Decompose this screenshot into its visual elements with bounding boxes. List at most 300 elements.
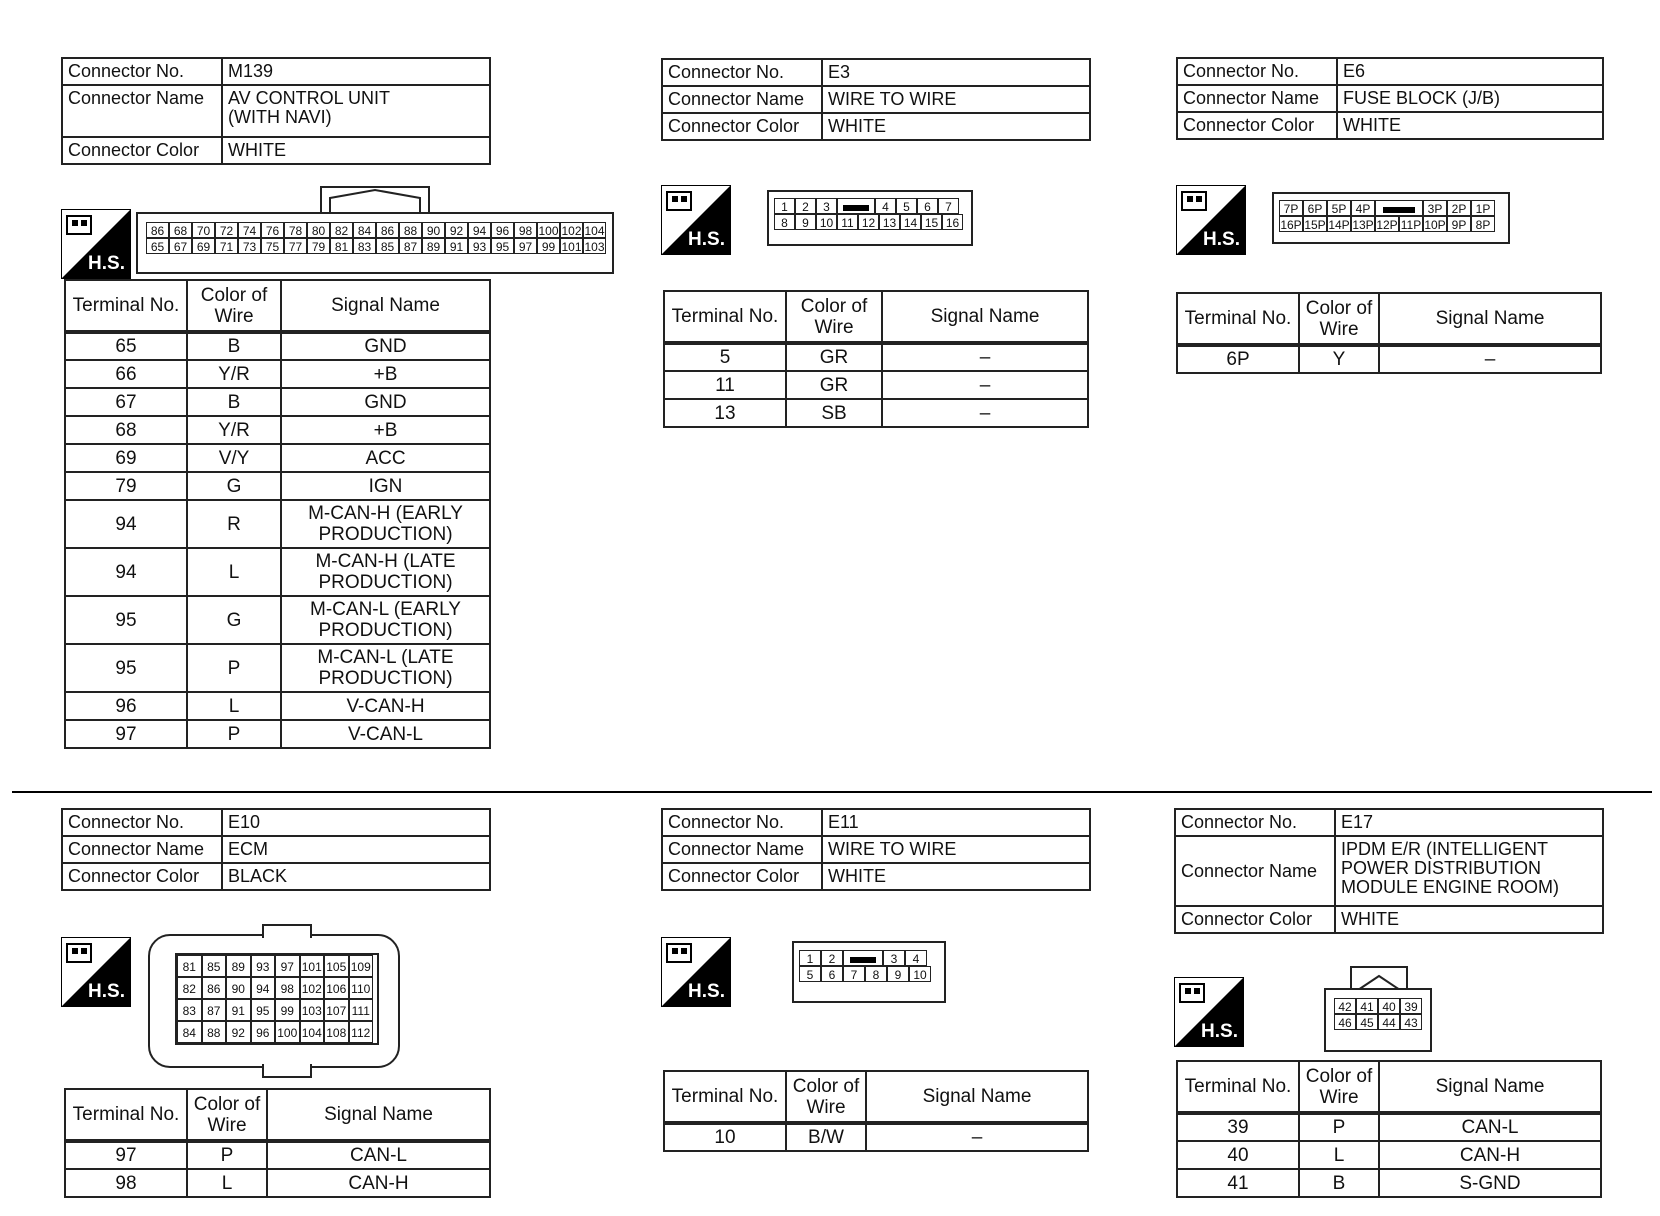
connector-name-label: Connector Name: [62, 85, 222, 137]
hs-label: H.S.: [88, 981, 125, 1002]
signal-name-cell: V-CAN-L: [281, 720, 490, 748]
color-of-wire-header: Color of Wire: [187, 1089, 267, 1141]
connector-name-value: IPDM E/R (INTELLIGENT POWER DISTRIBUTION MODULE ENGINE ROOM): [1335, 836, 1603, 906]
harness-side-icon: [1176, 185, 1246, 255]
connector-pin: 105: [324, 955, 349, 977]
connector-no-label: Connector No.: [662, 809, 822, 836]
connector-pin: 81: [330, 238, 353, 254]
connector-pin: 79: [307, 238, 330, 254]
connector-pin: 83: [177, 999, 202, 1021]
connector-color-label: Connector Color: [1175, 906, 1335, 933]
connector-pin: 7: [843, 966, 865, 982]
wire-color-cell: P: [1299, 1113, 1379, 1141]
connector-pin: 107: [324, 999, 349, 1021]
connector-pin: 16P: [1280, 218, 1302, 232]
hs-label: H.S.: [1201, 1021, 1238, 1042]
terminal-no-header: Terminal No.: [664, 1071, 786, 1123]
hs-label: H.S.: [1203, 229, 1240, 250]
connector-pin: 70: [192, 222, 215, 238]
wire-color-cell: B: [1299, 1169, 1379, 1197]
connector-name-label: Connector Name: [662, 836, 822, 863]
table-row: [65, 500, 490, 548]
connector-pin: 86: [202, 977, 227, 999]
e3-connector-info: [661, 58, 1091, 141]
signal-name-cell: S-GND: [1379, 1169, 1601, 1197]
connector-pin: 96: [491, 222, 514, 238]
connector-color-label: Connector Color: [62, 863, 222, 890]
connector-pin: 93: [468, 238, 491, 254]
signal-name-cell: M-CAN-L (LATE PRODUCTION): [281, 644, 490, 692]
wire-color-cell: Y/R: [187, 416, 281, 444]
signal-name-cell: CAN-L: [1379, 1113, 1601, 1141]
connector-pin: 13P: [1352, 218, 1374, 232]
connector-pin: 88: [202, 1021, 227, 1043]
harness-side-icon: [1174, 977, 1244, 1047]
connector-pin: 89: [226, 955, 251, 977]
connector-pin: 92: [226, 1021, 251, 1043]
table-row: [65, 416, 490, 444]
connector-pin: 5: [799, 966, 821, 982]
table-row: [1177, 345, 1601, 373]
connector-pin: 39: [1400, 998, 1422, 1014]
connector-pin: 72: [215, 222, 238, 238]
connector-pin: 90: [422, 222, 445, 238]
table-row: [664, 1123, 1088, 1151]
connector-pin: 78: [284, 222, 307, 238]
harness-side-icon: [661, 937, 731, 1007]
table-row: [65, 1169, 490, 1197]
e11-terminal-table: [663, 1070, 1089, 1152]
terminal-cell: 6P: [1177, 345, 1299, 373]
signal-name-cell: CAN-L: [267, 1141, 490, 1169]
connector-pin: 88: [399, 222, 422, 238]
wire-color-cell: L: [187, 1169, 267, 1197]
connector-pin: 95: [251, 999, 276, 1021]
connector-pin: 96: [251, 1021, 276, 1043]
connector-pin: 40: [1378, 998, 1400, 1014]
connector-pin: 82: [177, 977, 202, 999]
terminal-no-header: Terminal No.: [1177, 293, 1299, 345]
connector-no-value: E11: [822, 809, 1090, 836]
connector-name-value: FUSE BLOCK (J/B): [1337, 85, 1603, 112]
terminal-cell: 5: [664, 343, 786, 371]
connector-pin: 85: [202, 955, 227, 977]
connector-pin: 65: [146, 238, 169, 254]
signal-name-cell: CAN-H: [1379, 1141, 1601, 1169]
connector-pin: 73: [238, 238, 261, 254]
connector-color-label: Connector Color: [662, 863, 822, 890]
connector-pin: 4: [875, 198, 896, 214]
terminal-cell: 41: [1177, 1169, 1299, 1197]
wire-color-cell: Y/R: [187, 360, 281, 388]
signal-name-header: Signal Name: [267, 1089, 490, 1141]
connector-no-label: Connector No.: [62, 809, 222, 836]
terminal-no-header: Terminal No.: [65, 1089, 187, 1141]
connector-pin: 46: [1334, 1014, 1356, 1030]
connector-pin: 2: [795, 198, 816, 214]
terminal-cell: 39: [1177, 1113, 1299, 1141]
connector-no-value: E3: [822, 59, 1090, 86]
connector-no-value: E10: [222, 809, 490, 836]
connector-color-label: Connector Color: [62, 137, 222, 164]
connector-no-label: Connector No.: [662, 59, 822, 86]
connector-pin: 9P: [1447, 216, 1471, 232]
connector-name-value: WIRE TO WIRE: [822, 86, 1090, 113]
terminal-cell: 79: [65, 472, 187, 500]
terminal-cell: 40: [1177, 1141, 1299, 1169]
connector-pin: 85: [376, 238, 399, 254]
connector-pin: 3P: [1423, 200, 1447, 216]
e17-terminal-table: [1176, 1060, 1602, 1198]
color-of-wire-header: Color of Wire: [187, 280, 281, 332]
connector-color-label: Connector Color: [662, 113, 822, 140]
connector-pin: 111: [349, 999, 374, 1021]
connector-pin: 98: [514, 222, 537, 238]
connector-pin: 84: [353, 222, 376, 238]
connector-pin: 8: [865, 966, 887, 982]
e11-connector-info: [661, 808, 1091, 891]
wire-color-cell: G: [187, 596, 281, 644]
connector-pin: 89: [422, 238, 445, 254]
wire-color-cell: GR: [786, 371, 882, 399]
connector-pin: 102: [561, 224, 582, 238]
table-row: [65, 596, 490, 644]
connector-name-label: Connector Name: [1175, 836, 1335, 906]
terminal-cell: 67: [65, 388, 187, 416]
connector-pin: 2: [821, 950, 843, 966]
connector-pin: 44: [1378, 1014, 1400, 1030]
signal-name-cell: +B: [281, 416, 490, 444]
connector-pin: 8P: [1471, 216, 1495, 232]
wire-color-cell: P: [187, 1141, 267, 1169]
m139-connector-face: [136, 212, 614, 274]
connector-pin: 7P: [1279, 200, 1303, 216]
terminal-cell: 69: [65, 444, 187, 472]
signal-name-header: Signal Name: [866, 1071, 1088, 1123]
hs-label: H.S.: [88, 253, 125, 274]
e10-terminal-table: [64, 1088, 491, 1198]
connector-no-label: Connector No.: [62, 58, 222, 85]
connector-pin: 109: [349, 955, 374, 977]
e10-bottom-tab: [262, 1064, 312, 1078]
connector-pin: 94: [468, 222, 491, 238]
connector-pin: 94: [251, 977, 276, 999]
wire-color-cell: L: [187, 548, 281, 596]
connector-pin: 1: [774, 198, 795, 214]
connector-pin: 90: [226, 977, 251, 999]
signal-name-cell: +B: [281, 360, 490, 388]
connector-pin: 77: [284, 238, 307, 254]
wire-color-cell: SB: [786, 399, 882, 427]
connector-pin: 108: [324, 1021, 349, 1043]
connector-pin: 9: [887, 966, 909, 982]
section-divider: [12, 791, 1652, 793]
table-row: [65, 644, 490, 692]
connector-no-label: Connector No.: [1175, 809, 1335, 836]
connector-pin: 76: [261, 222, 284, 238]
connector-name-value: ECM: [222, 836, 490, 863]
table-row: [664, 343, 1088, 371]
connector-pin: 45: [1356, 1014, 1378, 1030]
connector-pin: 12: [858, 214, 879, 230]
connector-pin: 15P: [1304, 218, 1326, 232]
connector-name-label: Connector Name: [62, 836, 222, 863]
harness-side-icon: [61, 209, 131, 279]
terminal-cell: 97: [65, 1141, 187, 1169]
connector-pin: 5P: [1327, 200, 1351, 216]
connector-pin: 91: [445, 238, 468, 254]
terminal-no-header: Terminal No.: [65, 280, 187, 332]
connector-pin: 87: [399, 238, 422, 254]
terminal-cell: 97: [65, 720, 187, 748]
connector-pin: 101: [561, 240, 582, 254]
table-row: [65, 472, 490, 500]
wire-color-cell: B/W: [786, 1123, 866, 1151]
e10-connector-face: [148, 934, 400, 1068]
e17-connector-info: [1174, 808, 1604, 934]
connector-pin: 112: [349, 1021, 374, 1043]
terminal-cell: 95: [65, 596, 187, 644]
connector-pin: 100: [275, 1021, 300, 1043]
connector-pin: 8: [774, 214, 795, 230]
connector-pin: 41: [1356, 998, 1378, 1014]
connector-color-label: Connector Color: [1177, 112, 1337, 139]
connector-no-label: Connector No.: [1177, 58, 1337, 85]
connector-color-value: WHITE: [822, 863, 1090, 890]
connector-pin: 103: [584, 240, 605, 254]
table-row: [664, 371, 1088, 399]
e10-top-tab: [262, 924, 312, 938]
wire-color-cell: GR: [786, 343, 882, 371]
terminal-cell: 94: [65, 548, 187, 596]
connector-key: [837, 198, 875, 214]
signal-name-cell: M-CAN-H (EARLY PRODUCTION): [281, 500, 490, 548]
connector-pin: 102: [300, 977, 325, 999]
signal-name-cell: ACC: [281, 444, 490, 472]
terminal-cell: 68: [65, 416, 187, 444]
terminal-cell: 66: [65, 360, 187, 388]
connector-pin: 103: [300, 999, 325, 1021]
color-of-wire-header: Color of Wire: [786, 1071, 866, 1123]
connector-pin: 69: [192, 238, 215, 254]
wire-color-cell: P: [187, 644, 281, 692]
hs-label: H.S.: [688, 981, 725, 1002]
wire-color-cell: B: [187, 332, 281, 360]
connector-pin: 42: [1334, 998, 1356, 1014]
connector-pin: 86: [376, 222, 399, 238]
terminal-cell: 94: [65, 500, 187, 548]
connector-pin: 10P: [1424, 218, 1446, 232]
connector-pin: 16: [942, 214, 963, 230]
connector-color-value: WHITE: [1335, 906, 1603, 933]
connector-pin: 3: [883, 950, 905, 966]
table-row: [1177, 1169, 1601, 1197]
signal-name-cell: V-CAN-H: [281, 692, 490, 720]
connector-pin: 98: [275, 977, 300, 999]
e6-connector-face: [1272, 192, 1510, 244]
e3-connector-face: [767, 190, 973, 246]
connector-pin: 97: [275, 955, 300, 977]
m139-terminal-table: [64, 279, 491, 749]
table-row: [65, 1141, 490, 1169]
terminal-cell: 96: [65, 692, 187, 720]
connector-pin: 10: [816, 214, 837, 230]
wire-color-cell: L: [187, 692, 281, 720]
connector-pin: 68: [169, 222, 192, 238]
connector-name-label: Connector Name: [1177, 85, 1337, 112]
color-of-wire-header: Color of Wire: [786, 291, 882, 343]
connector-pin: 74: [238, 222, 261, 238]
wire-color-cell: Y: [1299, 345, 1379, 373]
table-row: [65, 332, 490, 360]
connector-pin: 5: [896, 198, 917, 214]
connector-pin: 10: [909, 966, 931, 982]
signal-name-cell: GND: [281, 332, 490, 360]
connector-pin: 6: [821, 966, 843, 982]
m139-connector-info: [61, 57, 491, 165]
connector-pin: 97: [514, 238, 537, 254]
connector-pin: 1: [799, 950, 821, 966]
e3-terminal-table: [663, 290, 1089, 428]
connector-key: [1375, 200, 1423, 216]
table-row: [1177, 1113, 1601, 1141]
table-row: [65, 548, 490, 596]
connector-pin: 100: [538, 224, 559, 238]
connector-pin: 93: [251, 955, 276, 977]
connector-pin: 82: [330, 222, 353, 238]
table-row: [65, 444, 490, 472]
connector-pin: 81: [177, 955, 202, 977]
signal-name-cell: GND: [281, 388, 490, 416]
connector-pin: 99: [275, 999, 300, 1021]
wire-color-cell: R: [187, 500, 281, 548]
connector-pin: 87: [202, 999, 227, 1021]
connector-pin: 80: [307, 222, 330, 238]
table-row: [65, 360, 490, 388]
connector-color-value: WHITE: [222, 137, 490, 164]
signal-name-cell: M-CAN-L (EARLY PRODUCTION): [281, 596, 490, 644]
signal-name-cell: –: [882, 399, 1088, 427]
signal-name-cell: –: [866, 1123, 1088, 1151]
connector-pin: 14: [900, 214, 921, 230]
e17-connector-face: [1324, 988, 1432, 1052]
connector-color-value: WHITE: [822, 113, 1090, 140]
signal-name-cell: M-CAN-H (LATE PRODUCTION): [281, 548, 490, 596]
terminal-cell: 13: [664, 399, 786, 427]
signal-name-header: Signal Name: [1379, 293, 1601, 345]
wire-color-cell: P: [187, 720, 281, 748]
connector-pin: 83: [353, 238, 376, 254]
color-of-wire-header: Color of Wire: [1299, 1061, 1379, 1113]
e6-connector-info: [1176, 57, 1604, 140]
connector-pin: 9: [795, 214, 816, 230]
e6-terminal-table: [1176, 292, 1602, 374]
connector-color-value: BLACK: [222, 863, 490, 890]
connector-pin: 110: [349, 977, 374, 999]
terminal-cell: 65: [65, 332, 187, 360]
connector-pin: 4P: [1351, 200, 1375, 216]
connector-no-value: E17: [1335, 809, 1603, 836]
wire-color-cell: B: [187, 388, 281, 416]
connector-pin: 12P: [1376, 218, 1398, 232]
connector-no-value: E6: [1337, 58, 1603, 85]
wire-color-cell: V/Y: [187, 444, 281, 472]
connector-color-value: WHITE: [1337, 112, 1603, 139]
signal-name-header: Signal Name: [1379, 1061, 1601, 1113]
wire-color-cell: G: [187, 472, 281, 500]
connector-pin: 95: [491, 238, 514, 254]
connector-pin: 4: [905, 950, 927, 966]
signal-name-cell: –: [882, 343, 1088, 371]
harness-side-icon: [61, 937, 131, 1007]
connector-pin: 13: [879, 214, 900, 230]
connector-pin: 106: [324, 977, 349, 999]
e11-connector-face: [792, 941, 946, 1003]
connector-name-label: Connector Name: [662, 86, 822, 113]
connector-pin: 3: [816, 198, 837, 214]
connector-pin: 86: [146, 222, 169, 238]
connector-pin: 7: [938, 198, 959, 214]
signal-name-header: Signal Name: [281, 280, 490, 332]
connector-no-value: M139: [222, 58, 490, 85]
connector-pin: 75: [261, 238, 284, 254]
table-row: [65, 720, 490, 748]
connector-pin: 6: [917, 198, 938, 214]
terminal-no-header: Terminal No.: [1177, 1061, 1299, 1113]
terminal-cell: 95: [65, 644, 187, 692]
hs-label: H.S.: [688, 229, 725, 250]
e10-connector-info: [61, 808, 491, 891]
connector-pin: 6P: [1303, 200, 1327, 216]
connector-pin: 91: [226, 999, 251, 1021]
connector-pin: 104: [584, 224, 605, 238]
connector-key: [843, 950, 883, 966]
connector-pin: 43: [1400, 1014, 1422, 1030]
harness-side-icon: [661, 185, 731, 255]
terminal-cell: 10: [664, 1123, 786, 1151]
signal-name-cell: IGN: [281, 472, 490, 500]
connector-name-value: AV CONTROL UNIT (WITH NAVI): [222, 85, 490, 137]
connector-pin: 71: [215, 238, 238, 254]
wire-color-cell: L: [1299, 1141, 1379, 1169]
table-row: [65, 388, 490, 416]
table-row: [65, 692, 490, 720]
connector-pin: 1P: [1471, 200, 1495, 216]
connector-pin: 99: [537, 238, 560, 254]
signal-name-cell: –: [1379, 345, 1601, 373]
color-of-wire-header: Color of Wire: [1299, 293, 1379, 345]
table-row: [664, 399, 1088, 427]
signal-name-header: Signal Name: [882, 291, 1088, 343]
connector-pin: 11P: [1400, 218, 1422, 232]
connector-pin: 104: [300, 1021, 325, 1043]
terminal-cell: 11: [664, 371, 786, 399]
terminal-cell: 98: [65, 1169, 187, 1197]
connector-pin: 11: [837, 214, 858, 230]
terminal-no-header: Terminal No.: [664, 291, 786, 343]
connector-pin: 67: [169, 238, 192, 254]
signal-name-cell: –: [882, 371, 1088, 399]
connector-pin: 15: [921, 214, 942, 230]
signal-name-cell: CAN-H: [267, 1169, 490, 1197]
connector-pin: 92: [445, 222, 468, 238]
table-row: [1177, 1141, 1601, 1169]
connector-pin: 2P: [1447, 200, 1471, 216]
connector-pin: 14P: [1328, 218, 1350, 232]
connector-pin: 101: [300, 955, 325, 977]
connector-name-value: WIRE TO WIRE: [822, 836, 1090, 863]
connector-pin: 84: [177, 1021, 202, 1043]
